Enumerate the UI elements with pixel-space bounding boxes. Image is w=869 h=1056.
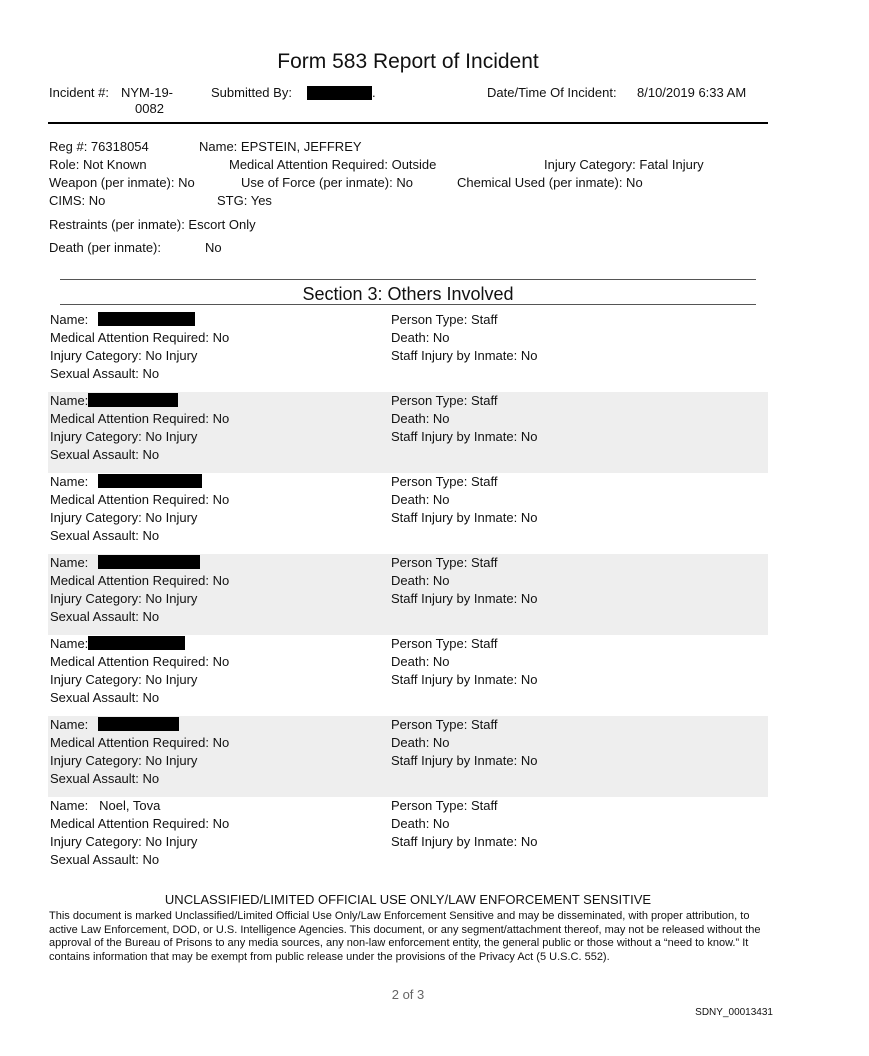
person-right-column bbox=[391, 554, 537, 608]
person-left-column bbox=[50, 635, 229, 707]
person-death: Death: No bbox=[391, 816, 450, 831]
header-divider bbox=[48, 122, 768, 124]
person-staff-injury: Staff Injury by Inmate: No bbox=[391, 348, 538, 363]
inmate-role: Role: Not Known bbox=[49, 157, 147, 172]
inmate-cims: CIMS: No bbox=[49, 193, 106, 208]
person-injury: Injury Category: No Injury bbox=[50, 753, 198, 768]
section-title: Section 3: Others Involved bbox=[302, 284, 514, 304]
person-sexual-assault: Sexual Assault: No bbox=[50, 366, 160, 381]
person-name-label: Name: bbox=[50, 312, 89, 327]
person-staff-injury: Staff Injury by Inmate: No bbox=[391, 429, 538, 444]
inmate-name: Name: EPSTEIN, JEFFREY bbox=[199, 139, 362, 154]
person-name-label: Name: bbox=[50, 555, 89, 570]
inmate-chemical: Chemical Used (per inmate): No bbox=[457, 175, 643, 190]
person-left-column bbox=[50, 554, 229, 626]
person-staff-injury: Staff Injury by Inmate: No bbox=[391, 672, 538, 687]
person-injury: Injury Category: No Injury bbox=[50, 348, 198, 363]
person-type: Person Type: Staff bbox=[391, 393, 498, 408]
person-medical: Medical Attention Required: No bbox=[50, 573, 230, 588]
inmate-stg: STG: Yes bbox=[217, 193, 272, 208]
name-redaction bbox=[88, 636, 185, 650]
person-entry bbox=[48, 797, 768, 878]
person-right-column bbox=[391, 635, 537, 689]
bates-number: SDNY_00013431 bbox=[695, 1007, 773, 1018]
incident-number-label: Incident #: bbox=[49, 85, 109, 100]
person-death: Death: No bbox=[391, 735, 450, 750]
person-name-label: Name: bbox=[50, 636, 89, 651]
person-death: Death: No bbox=[391, 654, 450, 669]
person-sexual-assault: Sexual Assault: No bbox=[50, 447, 160, 462]
person-staff-injury: Staff Injury by Inmate: No bbox=[391, 834, 538, 849]
section-bottom-rule bbox=[60, 304, 756, 305]
person-name-label: Name: bbox=[50, 717, 89, 732]
person-left-column bbox=[50, 473, 229, 545]
person-left-column bbox=[50, 392, 229, 464]
person-type: Person Type: Staff bbox=[391, 798, 498, 813]
inmate-injury: Injury Category: Fatal Injury bbox=[544, 157, 704, 172]
person-name-value: Noel, Tova bbox=[99, 798, 161, 813]
person-left-column bbox=[50, 311, 229, 383]
page-title: Form 583 Report of Incident bbox=[277, 50, 539, 73]
person-type: Person Type: Staff bbox=[391, 636, 498, 651]
person-death: Death: No bbox=[391, 573, 450, 588]
person-sexual-assault: Sexual Assault: No bbox=[50, 528, 160, 543]
section-top-rule bbox=[60, 279, 756, 280]
person-sexual-assault: Sexual Assault: No bbox=[50, 771, 160, 786]
inmate-death-value: No bbox=[205, 240, 222, 255]
person-right-column bbox=[391, 716, 537, 770]
person-name-label: Name: bbox=[50, 798, 89, 813]
person-type: Person Type: Staff bbox=[391, 312, 498, 327]
person-staff-injury: Staff Injury by Inmate: No bbox=[391, 753, 538, 768]
name-redaction bbox=[98, 555, 200, 569]
name-redaction bbox=[98, 474, 202, 488]
person-medical: Medical Attention Required: No bbox=[50, 654, 230, 669]
person-medical: Medical Attention Required: No bbox=[50, 411, 230, 426]
submitted-by-period: . bbox=[372, 85, 376, 100]
name-redaction bbox=[88, 393, 178, 407]
person-death: Death: No bbox=[391, 492, 450, 507]
person-entry bbox=[48, 635, 768, 716]
person-medical: Medical Attention Required: No bbox=[50, 492, 230, 507]
person-sexual-assault: Sexual Assault: No bbox=[50, 609, 160, 624]
inmate-restraints: Restraints (per inmate): Escort Only bbox=[49, 217, 256, 232]
person-type: Person Type: Staff bbox=[391, 717, 498, 732]
person-entry bbox=[48, 311, 768, 392]
person-death: Death: No bbox=[391, 411, 450, 426]
submitted-by-label: Submitted By: bbox=[211, 85, 292, 100]
person-right-column bbox=[391, 797, 537, 851]
person-entry bbox=[48, 554, 768, 635]
submitted-by-redaction bbox=[307, 86, 372, 100]
datetime-label: Date/Time Of Incident: bbox=[487, 85, 617, 100]
person-injury: Injury Category: No Injury bbox=[50, 510, 198, 525]
inmate-force: Use of Force (per inmate): No bbox=[241, 175, 413, 190]
person-entry bbox=[48, 473, 768, 554]
incident-number-line1: NYM-19- bbox=[121, 85, 174, 100]
person-entry bbox=[48, 716, 768, 797]
datetime-value: 8/10/2019 6:33 AM bbox=[637, 85, 747, 100]
name-redaction bbox=[98, 312, 195, 326]
person-name-label: Name: bbox=[50, 393, 89, 408]
person-injury: Injury Category: No Injury bbox=[50, 429, 198, 444]
page-number: 2 of 3 bbox=[391, 987, 425, 1002]
person-medical: Medical Attention Required: No bbox=[50, 735, 230, 750]
person-type: Person Type: Staff bbox=[391, 555, 498, 570]
classification-heading: UNCLASSIFIED/LIMITED OFFICIAL USE ONLY/LAW ENFORCEMENT SENSITIVE bbox=[164, 892, 652, 907]
person-injury: Injury Category: No Injury bbox=[50, 834, 198, 849]
person-staff-injury: Staff Injury by Inmate: No bbox=[391, 510, 538, 525]
person-left-column bbox=[50, 797, 229, 869]
person-right-column bbox=[391, 311, 537, 365]
inmate-weapon: Weapon (per inmate): No bbox=[49, 175, 195, 190]
inmate-medical: Medical Attention Required: Outside bbox=[229, 157, 437, 172]
reg-number: Reg #: 76318054 bbox=[49, 139, 149, 154]
person-staff-injury: Staff Injury by Inmate: No bbox=[391, 591, 538, 606]
person-right-column bbox=[391, 473, 537, 527]
person-left-column bbox=[50, 716, 229, 788]
person-entry bbox=[48, 392, 768, 473]
person-sexual-assault: Sexual Assault: No bbox=[50, 690, 160, 705]
person-medical: Medical Attention Required: No bbox=[50, 816, 230, 831]
person-name-label: Name: bbox=[50, 474, 89, 489]
person-type: Person Type: Staff bbox=[391, 474, 498, 489]
distribution-notice: This document is marked Unclassified/Limited Official Use Only/Law Enforcement Sensitive and may be disseminated, with proper attribution, to active Law Enforcement, DOD, or U.S. Intelligence Agencies. This document, or any segment/attachment thereof, may not be released without the approval of the Bureau of Prisons to any media sources, any non-law enforcement entity, the general public or those without a “need to know.” It contains information that may be exempt from public release under the provisions of the Privacy Act (5 U.S.C. 552). bbox=[49, 910, 761, 963]
incident-number-line2: 0082 bbox=[135, 101, 164, 116]
inmate-death-label: Death (per inmate): bbox=[49, 240, 161, 255]
person-death: Death: No bbox=[391, 330, 450, 345]
name-redaction bbox=[98, 717, 179, 731]
person-sexual-assault: Sexual Assault: No bbox=[50, 852, 160, 867]
person-injury: Injury Category: No Injury bbox=[50, 672, 198, 687]
person-medical: Medical Attention Required: No bbox=[50, 330, 230, 345]
person-injury: Injury Category: No Injury bbox=[50, 591, 198, 606]
person-right-column bbox=[391, 392, 537, 446]
